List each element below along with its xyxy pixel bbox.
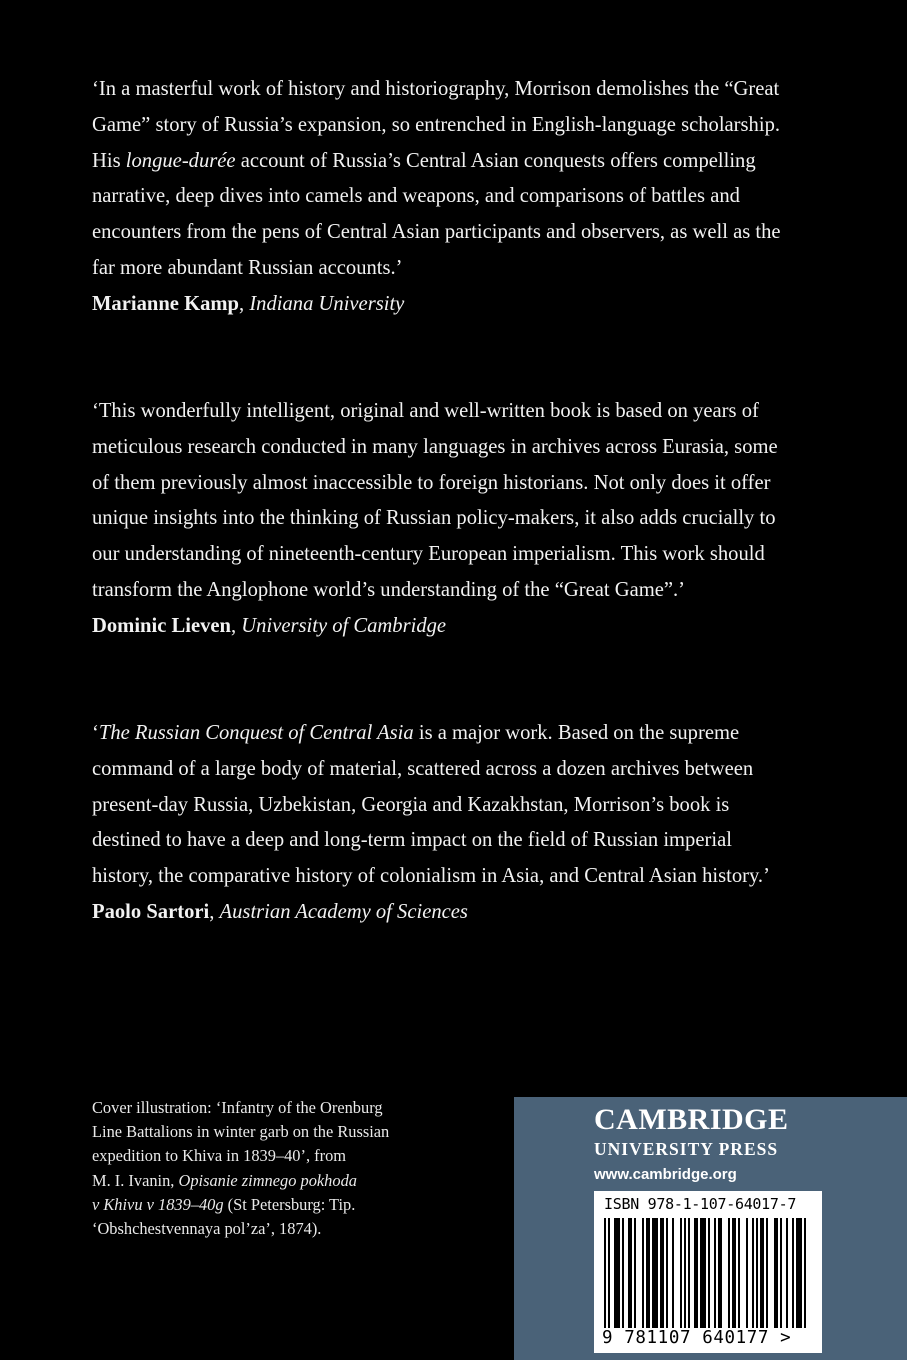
quote-attribution: Paolo Sartori, Austrian Academy of Sciences <box>92 900 468 923</box>
author-institution: University of Cambridge <box>241 614 447 637</box>
publisher-panel <box>514 1097 907 1360</box>
isbn-barcode <box>594 1191 822 1353</box>
barcode-bars <box>602 1218 814 1328</box>
author-name: Paolo Sartori <box>92 900 210 923</box>
publisher-logo-name: CAMBRIDGE <box>594 1103 789 1136</box>
review-quote-lieven <box>92 394 792 645</box>
quote-text: ‘In a masterful work of history and historiography, Morrison demolishes the “Great Game” story of Russia’s expansion, so entrenched in English-language scholarship. His longue-durée account of Russia’s Central Asian conquests offers compelling narrative, deep dives into camels and weapons, and comparisons of battles and encounters from the pens of Central Asian participants and observers, as well as the far more abundant Russian accounts.’ <box>92 78 781 279</box>
quote-text: ‘This wonderfully intelligent, original and well-written book is based on years of meticulous research conducted in many languages in archives across Eurasia, some of them previously almost inaccessible to foreign historians. Not only does it offer unique insights into the thinking of Russian policy-makers, it also adds crucially to our understanding of nineteenth-century European imperialism. This work should transform the Anglophone world’s understanding of the “Great Game”.’ <box>92 400 778 601</box>
review-quote-kamp <box>92 72 792 323</box>
cover-illustration-credit: Cover illustration: ‘Infantry of the Orenburg Line Battalions in winter garb on the Russian expedition to Khiva in 1839–40’, from M. I. Ivanin, Opisanie zimnego pokhoda v Khivu v 1839–40g (St Petersburg: Tip. ‘Obshchestvennaya pol’za’, 1874). <box>92 1098 390 1239</box>
quote-attribution: Marianne Kamp, Indiana University <box>92 292 405 315</box>
review-quote-sartori <box>92 716 792 931</box>
isbn-label: ISBN 978-1-107-64017-7 <box>604 1195 797 1213</box>
quote-text: ‘The Russian Conquest of Central Asia is a major work. Based on the supreme command of a large body of material, scattered across a dozen archives between present-day Russia, Uzbekistan, Georgia and Kazakhstan, Morrison’s book is destined to have a deep and long-term impact on the field of Russian imperial history, the comparative history of colonialism in Asia, and Central Asian history.’ <box>92 722 770 888</box>
author-name: Dominic Lieven <box>92 614 231 637</box>
quote-attribution: Dominic Lieven, University of Cambridge <box>92 614 447 637</box>
author-institution: Austrian Academy of Sciences <box>219 900 468 923</box>
author-name: Marianne Kamp <box>92 292 240 315</box>
barcode-digits: 9 781107 640177 > <box>602 1328 792 1348</box>
publisher-logo-subtitle: UNIVERSITY PRESS <box>594 1139 779 1159</box>
author-institution: Indiana University <box>249 292 405 315</box>
publisher-url: www.cambridge.org <box>594 1166 737 1183</box>
